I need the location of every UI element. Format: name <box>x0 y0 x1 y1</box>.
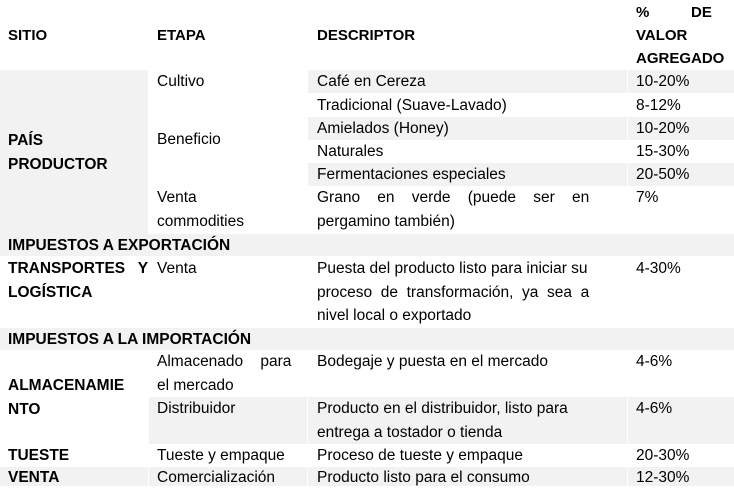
impuestos-importacion-row: IMPUESTOS A LA IMPORTACIÓN <box>0 328 734 350</box>
beneficio-descriptor-2: Amielados (Honey) <box>308 117 627 140</box>
transportes-etapa: Venta <box>157 260 197 277</box>
header-etapa: ETAPA <box>157 27 206 44</box>
tueste-etapa: Tueste y empaque <box>157 447 285 464</box>
venta-final-descriptor: Producto listo para el consumo <box>317 469 530 486</box>
header-valor-line2: VALOR <box>636 27 688 44</box>
beneficio-valor-3: 15-30% <box>636 143 690 160</box>
tueste-sitio: TUESTE <box>8 447 70 464</box>
venta-final-sitio: VENTA <box>8 469 60 486</box>
almacenamiento-sitio-line1: ALMACENAMIE <box>8 377 125 394</box>
beneficio-valor-4: 20-50% <box>628 163 734 186</box>
almacenado-descriptor: Bodegaje y puesta en el mercado <box>317 353 548 370</box>
pais-sitio-line1: PAÍS <box>8 132 44 149</box>
distribuidor-etapa: Distribuidor <box>157 400 236 417</box>
separator <box>307 397 308 444</box>
venta-final-valor: 12-30% <box>636 469 690 486</box>
pais-sitio-line2: PRODUCTOR <box>8 156 108 173</box>
almacenado-etapa-line2: el mercado <box>157 377 234 394</box>
header-sitio: SITIO <box>8 27 48 44</box>
tueste-descriptor: Proceso de tueste y empaque <box>317 447 523 464</box>
header-valor-line1: % DE <box>636 4 712 21</box>
beneficio-valor-1: 8-12% <box>636 97 681 114</box>
header-valor-line3: AGREGADO <box>636 50 725 67</box>
header-descriptor: DESCRIPTOR <box>317 27 416 44</box>
distribuidor-descriptor-line1: Producto en el distribuidor, listo para <box>317 400 568 417</box>
almacenamiento-sitio-line2: NTO <box>8 401 41 418</box>
beneficio-valor-2: 10-20% <box>628 117 734 140</box>
separator <box>627 397 628 444</box>
transportes-sitio-line1: TRANSPORTES Y <box>8 260 149 277</box>
pais-sitio-cell <box>0 70 148 234</box>
transportes-descriptor-line1: Puesta del producto listo para iniciar su <box>317 260 588 277</box>
cultivo-valor: 10-20% <box>628 70 734 93</box>
separator <box>307 70 308 234</box>
separator <box>148 70 149 234</box>
distribuidor-valor: 4-6% <box>636 400 673 417</box>
beneficio-descriptor-3: Naturales <box>317 143 384 160</box>
venta-descriptor-line2: pergamino también) <box>317 213 455 230</box>
almacenado-valor: 4-6% <box>636 353 673 370</box>
venta-etapa-line2: commodities <box>157 213 244 230</box>
transportes-descriptor-line3: nivel local o exportado <box>317 307 472 324</box>
beneficio-descriptor-4: Fermentaciones especiales <box>308 163 627 186</box>
venta-valor: 7% <box>636 189 659 206</box>
venta-descriptor-line1: Grano en verde (puede ser en <box>317 189 590 206</box>
separator <box>627 70 628 234</box>
tueste-valor: 20-30% <box>636 447 690 464</box>
beneficio-etapa: Beneficio <box>157 131 221 148</box>
venta-final-etapa: Comercialización <box>157 469 276 486</box>
separator <box>307 467 308 486</box>
transportes-descriptor-line2: proceso de transformación, ya sea a <box>317 284 590 301</box>
transportes-sitio-line2: LOGÍSTICA <box>8 284 93 301</box>
transportes-valor: 4-30% <box>636 260 681 277</box>
distribuidor-descriptor-line2: entrega a tostador o tienda <box>317 424 503 441</box>
separator <box>627 467 628 486</box>
beneficio-descriptor-1: Tradicional (Suave-Lavado) <box>317 97 507 114</box>
separator <box>148 467 149 486</box>
impuestos-exportacion-row: IMPUESTOS A EXPORTACIÓN <box>0 234 734 256</box>
separator <box>148 397 149 444</box>
almacenado-etapa-line1: Almacenado para <box>157 353 292 370</box>
venta-etapa-line1: Venta <box>157 189 197 206</box>
cultivo-descriptor: Café en Cereza <box>308 70 627 93</box>
cultivo-etapa: Cultivo <box>157 73 205 90</box>
